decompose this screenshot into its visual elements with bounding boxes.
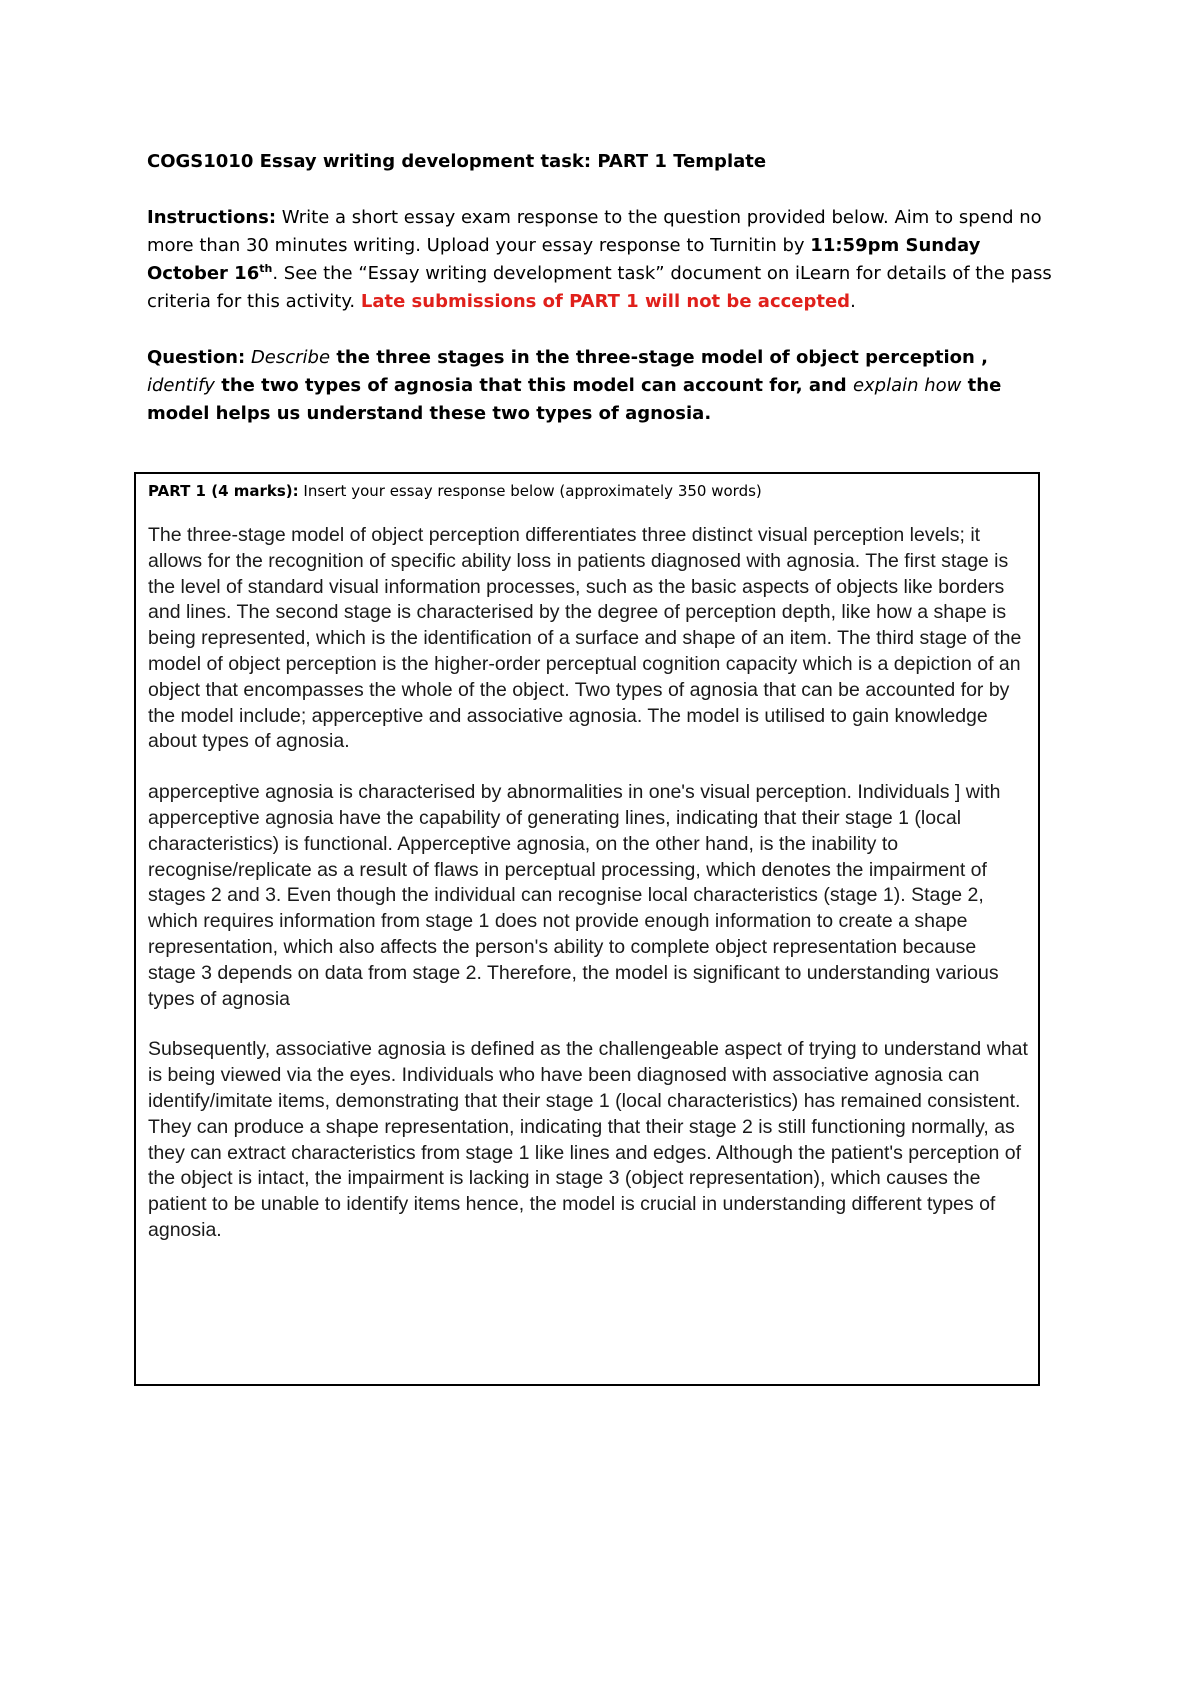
question-text-1: the three stages in the three-stage model of object perception , xyxy=(330,347,988,368)
essay-paragraph-2: apperceptive agnosia is characterised by abnormalities in one's visual perception. Individuals ] with apperceptive agnosia have the capability of generating lines, indicating that their stage 1 (local characteristics) is functional. Apperceptive agnosia, on the other hand, is the inability to recognise/replicate as a result of flaws in perceptual processing, which denotes the impairment of stages 2 and 3. Even though the individual can recognise local characteristics (stage 1). Stage 2, which requires information from stage 1 does not provide enough information to create a shape representation, which also affects the person's ability to complete object representation because stage 3 depends on data from stage 2. Therefore, the model is significant to understanding various types of agnosia xyxy=(148,781,1001,1010)
instructions-label: Instructions: xyxy=(147,207,277,228)
answer-box xyxy=(134,472,1040,1386)
instructions-text-2: . See the “Essay writing development task” document on iLearn for details of the pass criteria for this activity. xyxy=(147,263,1052,312)
question-text-2: the two types of agnosia that this model can account for, and xyxy=(214,375,853,396)
essay-paragraph-1: The three-stage model of object perception differentiates three distinct visual perception levels; it allows for the recognition of specific ability loss in patients diagnosed with agnosia. The first stage is the level of standard visual information processes, such as the basic aspects of objects like borders and lines. The second stage is characterised by the degree of perception depth, like how a shape is being represented, which is the identification of a surface and shape of an item. The third stage of the model of object perception is the higher-order perceptual cognition capacity which is a depiction of an object that encompasses the whole of the object. Two types of agnosia that can be accounted for by the model include; apperceptive and associative agnosia. The model is utilised to gain knowledge about types of agnosia. xyxy=(148,524,1022,753)
part-label xyxy=(148,481,1028,501)
question-label: Question: xyxy=(147,347,246,368)
deadline-sup: th xyxy=(259,262,273,275)
question xyxy=(147,344,1027,428)
essay-response xyxy=(148,523,1028,1244)
document-title: COGS1010 Essay writing development task: PART 1 Template xyxy=(147,151,767,172)
instructions-end: . xyxy=(850,291,856,312)
question-describe: Describe xyxy=(250,347,331,368)
question-text-3: the model helps us understand these two types of agnosia. xyxy=(147,375,1002,424)
document-header xyxy=(147,150,1067,456)
instructions-text-1: Write a short essay exam response to the question provided below. Aim to spend no more than 30 minutes writing. Upload your essay response to Turnitin by xyxy=(147,207,1042,256)
question-explain: explain how xyxy=(852,375,962,396)
instructions xyxy=(147,204,1062,316)
late-notice: Late submissions of PART 1 will not be accepted xyxy=(360,291,851,312)
deadline: 11:59pm Sunday October 16 xyxy=(147,235,981,284)
part-label-bold: PART 1 (4 marks): xyxy=(148,482,299,500)
question-identify: identify xyxy=(147,375,215,396)
essay-paragraph-3: Subsequently, associative agnosia is defined as the challengeable aspect of trying to understand what is being viewed via the eyes. Individuals who have been diagnosed with associative agnosia can identify/imitate items, demonstrating that their stage 1 (local characteristics) has remained consistent. They can produce a shape representation, indicating that their stage 2 is still functioning normally, as they can extract characteristics from stage 1 like lines and edges. Although the patient's perception of the object is intact, the impairment is lacking in stage 3 (object representation), which causes the patient to be unable to identify items hence, the model is crucial in understanding different types of agnosia. xyxy=(148,1038,1028,1241)
part-label-rest: Insert your essay response below (approximately 350 words) xyxy=(298,482,762,500)
